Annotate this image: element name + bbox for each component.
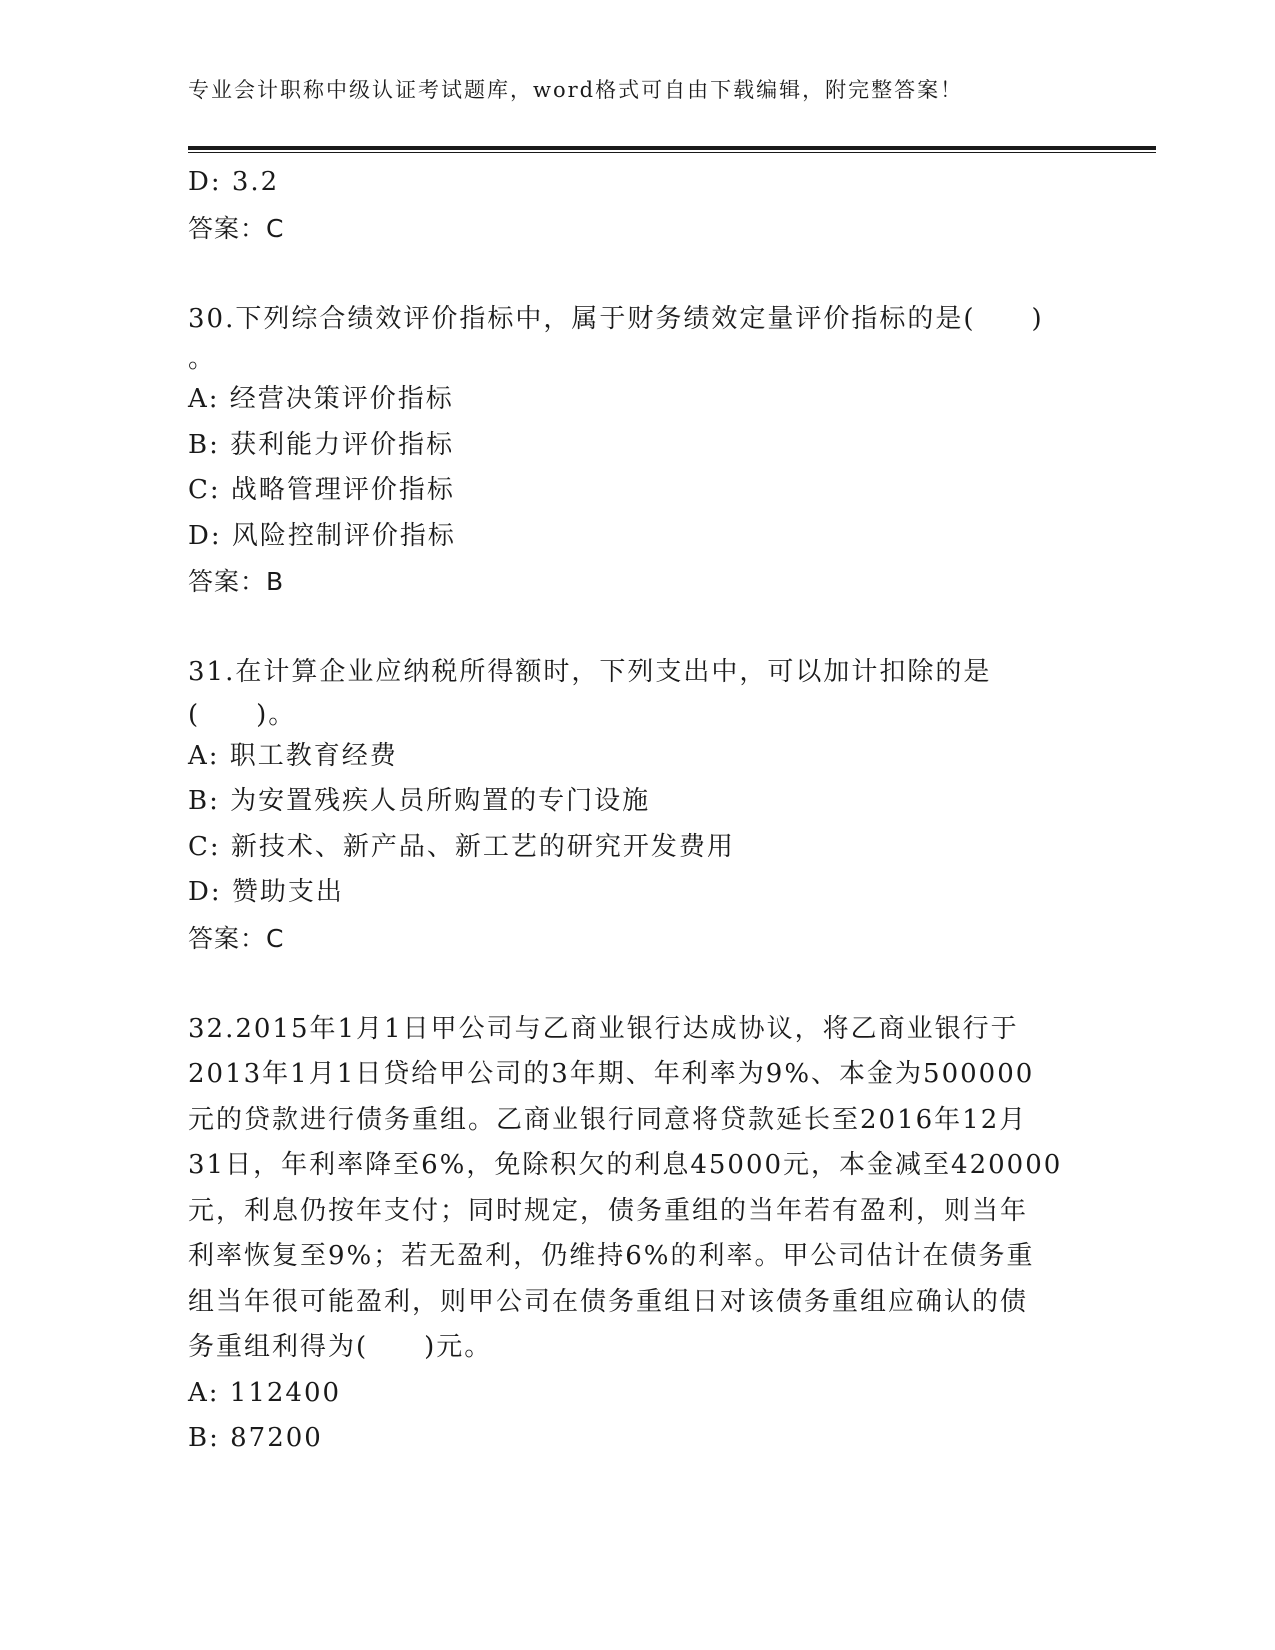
option-b: B: 获利能力评价指标 [188, 429, 455, 460]
spacer [188, 251, 1088, 297]
question-32-stem-line: 32.2015年1月1日甲公司与乙商业银行达成协议，将乙商业银行于 [188, 1013, 1019, 1044]
answer-line: 答案：B [188, 567, 285, 596]
question-31-stem-tail: ( )。 [188, 699, 297, 730]
question-32-stem-line: 元，利息仍按年支付；同时规定，债务重组的当年若有盈利，则当年 [188, 1195, 1029, 1226]
spacer [188, 605, 1088, 651]
question-30-stem: 30.下列综合绩效评价指标中，属于财务绩效定量评价指标的是( ) [188, 303, 1044, 334]
header-rule-thin [188, 152, 1156, 153]
question-32-stem-line: 利率恢复至9%；若无盈利，仍维持6%的利率。甲公司估计在债务重 [188, 1241, 1035, 1271]
document-body [188, 160, 1088, 1462]
question-30-stem-tail: 。 [188, 344, 217, 374]
question-32-stem-line: 元的贷款进行债务重组。乙商业银行同意将贷款延长至2016年12月 [188, 1104, 1028, 1135]
option-d: D: 3.2 [188, 167, 280, 197]
answer-line: 答案：C [188, 923, 285, 953]
option-d: D: 风险控制评价指标 [188, 520, 456, 551]
header-rule-thick [188, 146, 1156, 150]
question-31-stem: 31.在计算企业应纳税所得额时，下列支出中，可以加计扣除的是 [188, 657, 992, 687]
page-header: 专业会计职称中级认证考试题库，word格式可自由下载编辑，附完整答案！ [188, 78, 964, 102]
question-32-stem-line: 31日，年利率降至6%，免除积欠的利息45000元，本金减至420000 [188, 1150, 1063, 1180]
option-b: B: 为安置残疾人员所购置的专门设施 [188, 786, 651, 816]
answer-line: 答案：C [188, 213, 285, 243]
question-32-stem-line: 组当年很可能盈利，则甲公司在债务重组日对该债务重组应确认的债 [188, 1286, 1029, 1317]
option-a: A: 112400 [188, 1377, 342, 1408]
option-c: C: 战略管理评价指标 [188, 475, 455, 505]
option-c: C: 新技术、新产品、新工艺的研究开发费用 [188, 831, 735, 862]
option-a: A: 职工教育经费 [188, 740, 398, 771]
question-32-stem-line: 2013年1月1日贷给甲公司的3年期、年利率为9%、本金为500000 [188, 1059, 1035, 1089]
spacer [188, 961, 1088, 1007]
option-d: D: 赞助支出 [188, 877, 344, 907]
option-b: B: 87200 [188, 1423, 323, 1453]
option-a: A: 经营决策评价指标 [188, 384, 454, 414]
question-32-stem-line: 务重组利得为( )元。 [188, 1332, 493, 1362]
